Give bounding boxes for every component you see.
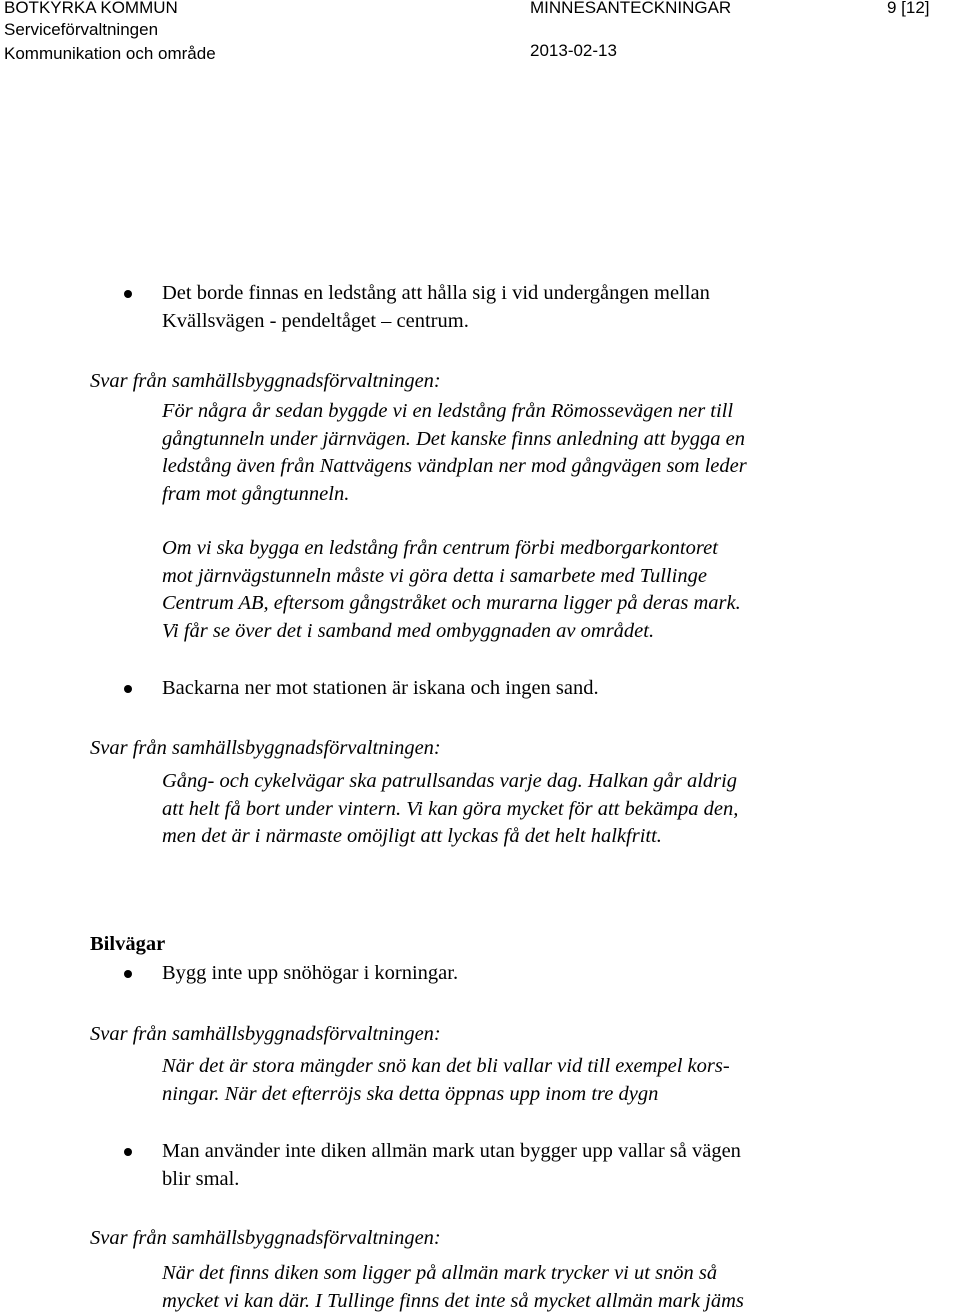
department-name: Serviceförvaltningen xyxy=(4,20,158,40)
bullet-dot xyxy=(124,1148,132,1156)
answer-label: Svar från samhällsbyggnadsförvaltningen: xyxy=(90,1021,441,1049)
text-line: mycket vi kan där. I Tullinge finns det inte så mycket allmän mark jäms xyxy=(162,1288,852,1315)
answer-label: Svar från samhällsbyggnadsförvaltningen: xyxy=(90,1225,441,1253)
text-line: ledstång även från Nattvägens vändplan ner mod gångvägen som leder xyxy=(162,453,852,481)
answer-text-1b xyxy=(162,535,852,645)
text-line: Det borde finnas en ledstång att hålla sig i vid undergången mellan xyxy=(162,280,862,308)
section-heading: Bilvägar xyxy=(90,931,165,959)
text-line: Bygg inte upp snöhögar i korningar. xyxy=(162,960,862,988)
bullet-dot xyxy=(124,970,132,978)
text-line: mot järnvägstunneln måste vi göra detta i samarbete med Tullinge xyxy=(162,563,852,591)
text-line: Om vi ska bygga en ledstång från centrum förbi medborgarkontoret xyxy=(162,535,852,563)
text-line: När det är stora mängder snö kan det bli vallar vid till exempel kors- xyxy=(162,1053,852,1081)
bullet-item-2 xyxy=(162,675,862,703)
text-line: Kvällsvägen - pendeltåget – centrum. xyxy=(162,308,862,336)
org-name: BOTKYRKA KOMMUN xyxy=(4,0,178,18)
bullet-item-1 xyxy=(162,280,862,335)
document-type: MINNESANTECKNINGAR xyxy=(530,0,731,18)
text-line: fram mot gångtunneln. xyxy=(162,481,852,509)
text-line: men det är i närmaste omöjligt att lyckas få det helt halkfritt. xyxy=(162,823,852,851)
page-number: 9 [12] xyxy=(887,0,930,18)
bullet-dot xyxy=(124,685,132,693)
answer-text-2 xyxy=(162,768,852,851)
answer-text-4 xyxy=(162,1260,852,1315)
text-line: Man använder inte diken allmän mark utan bygger upp vallar så vägen xyxy=(162,1138,862,1166)
text-line: Gång- och cykelvägar ska patrullsandas varje dag. Halkan går aldrig xyxy=(162,768,852,796)
answer-text-1 xyxy=(162,398,852,508)
bullet-item-4 xyxy=(162,1138,862,1193)
text-line: att helt få bort under vintern. Vi kan göra mycket för att bekämpa den, xyxy=(162,796,852,824)
text-line: gångtunneln under järnvägen. Det kanske finns anledning att bygga en xyxy=(162,426,852,454)
text-line: För några år sedan byggde vi en ledstång från Römossevägen ner till xyxy=(162,398,852,426)
answer-text-3 xyxy=(162,1053,852,1108)
text-line: Vi får se över det i samband med ombyggnaden av området. xyxy=(162,618,852,646)
answer-label: Svar från samhällsbyggnadsförvaltningen: xyxy=(90,735,441,763)
bullet-dot xyxy=(124,290,132,298)
bullet-item-3 xyxy=(162,960,862,988)
text-line: När det finns diken som ligger på allmän mark trycker vi ut snön så xyxy=(162,1260,852,1288)
unit-name: Kommunikation och område xyxy=(4,44,216,64)
text-line: Centrum AB, eftersom gångstråket och murarna ligger på deras mark. xyxy=(162,590,852,618)
text-line: ningar. När det efterröjs ska detta öppnas upp inom tre dygn xyxy=(162,1081,852,1109)
text-line: Backarna ner mot stationen är iskana och ingen sand. xyxy=(162,675,862,703)
document-date: 2013-02-13 xyxy=(530,41,617,61)
answer-label: Svar från samhällsbyggnadsförvaltningen: xyxy=(90,368,441,396)
text-line: blir smal. xyxy=(162,1166,862,1194)
